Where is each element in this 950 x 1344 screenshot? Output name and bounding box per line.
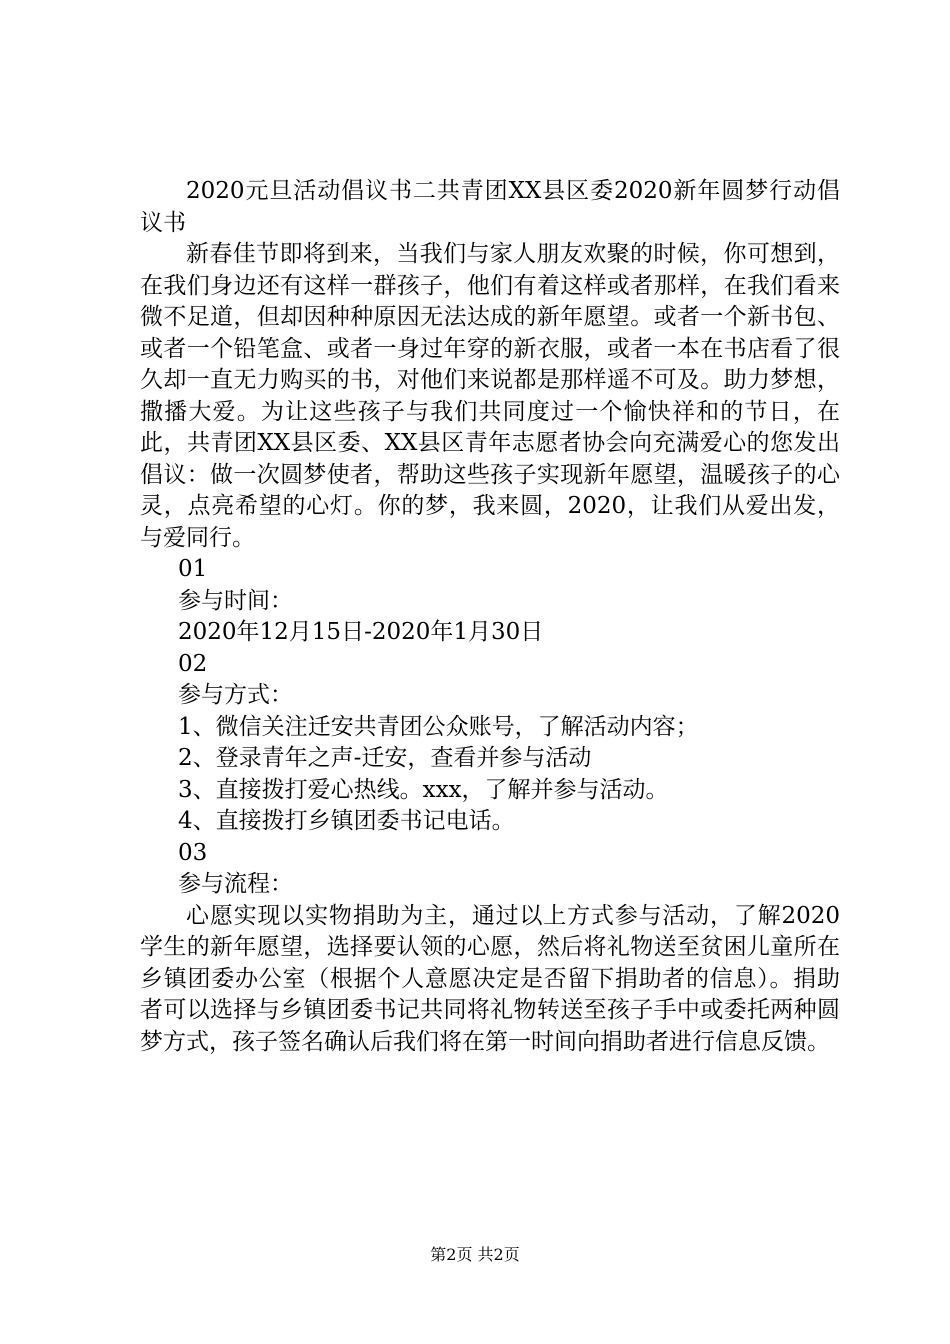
section-heading-process: 参与流程： (178, 871, 293, 897)
process-paragraph: 心愿实现以实物捐助为主，通过以上方式参与活动，了解2020学生的新年愿望，选择要认领的心愿，然后将礼物送至贫困儿童所在乡镇团委办公室（根据个人意愿决定是否留下捐助者的信息）。捐助者可以选择与乡镇团委书记共同将礼物转送至孩子手中或委托两种圆梦方式，孩子签名确认后我们将在第一时间向捐助者进行信息反馈。 (140, 902, 840, 1055)
method-item-4: 4、直接拨打乡镇团委书记电话。 (178, 808, 515, 834)
section-number-02: 02 (178, 650, 208, 677)
intro-paragraph: 新春佳节即将到来，当我们与家人朋友欢聚的时候，你可想到，在我们身边还有这样一群孩子，他们有着这样或者那样，在我们看来微不足道，但却因种种原因无法达成的新年愿望。或者一个新书包、或者一个铅笔盒、或者一身过年穿的新衣服，或者一本在书店看了很久却一直无力购买的书，对他们来说都是那样遥不可及。助力梦想，撒播大爱。为让这些孩子与我们共同度过一个愉快祥和的节日，在此，共青团XX县区委、XX县区青年志愿者协会向充满爱心的您发出倡议：做一次圆梦使者，帮助这些孩子实现新年愿望，温暖孩子的心灵，点亮希望的心灯。你的梦，我来圆，2020，让我们从爱出发，与爱同行。 (140, 241, 840, 551)
section-heading-time: 参与时间： (178, 587, 293, 614)
method-item-1: 1、微信关注迁安共青团公众账号，了解活动内容； (178, 713, 699, 740)
section-number-03: 03 (178, 839, 208, 866)
participation-dates: 2020年12月15日-2020年1月30日 (178, 619, 544, 645)
method-item-3: 3、直接拨打爱心热线。xxx，了解并参与活动。 (178, 776, 669, 803)
section-number-01: 01 (178, 556, 208, 582)
document-body (140, 176, 840, 1058)
section-heading-method: 参与方式： (178, 682, 293, 708)
document-title: 2020元旦活动倡议书二共青团XX县区委2020新年圆梦行动倡议书 (140, 178, 840, 236)
page-footer: 第2页 共2页 (430, 1245, 520, 1264)
method-item-2: 2、登录青年之声-迁安，查看并参与活动 (178, 745, 592, 771)
